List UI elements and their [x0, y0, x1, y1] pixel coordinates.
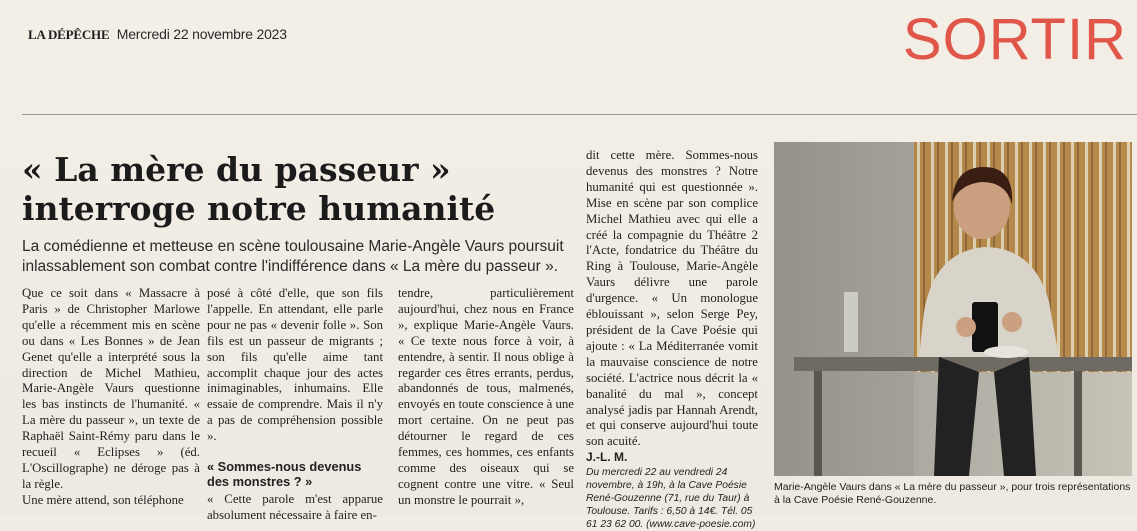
- column-2-text: posé à côté d'elle, que son fils l'appelle. En attendant, elle parle pour ne pas « devenir folle ». Son fils est un passeur de migrants ; son fils qu'elle aime tant accomplit chaque jour des actes inimaginables, inhumains. Elle essaie de comprendre. Mais il n'y a pas de compréhension possible ».: [207, 286, 383, 444]
- column-1-end: Une mère attend, son téléphone: [22, 492, 184, 507]
- article-column-4: [586, 148, 758, 531]
- section-title: SORTIR: [902, 7, 1127, 72]
- column-2-end: « Cette parole m'est apparue absolument nécessaire à faire en-: [207, 492, 383, 522]
- newspaper-brand: LA DÉPÊCHE: [28, 27, 110, 42]
- stage-photo-illustration: [774, 142, 1132, 476]
- column-1-text: Que ce soit dans « Massacre à Paris » de Christopher Marlowe qu'elle a récemment mis en scène ou dans « Les Bonnes » de Jean Genet qu'elle a interprété sous la direction de Michel Mathieu, Marie-Angèle Vaurs questionne les bas instincts de l'humanité. « La mère du passeur », un texte de Raphaël Saint-Rémy paru dans le recueil « Eclipses » (éd. L'Oscillographe) ne déroge pas à la règle.: [22, 286, 200, 491]
- masthead: [28, 26, 287, 44]
- event-info: Du mercredi 22 au vendredi 24 novembre, à 19h, à la Cave Poésie René-Gouzenne (71, rue du Taur) à Toulouse. Tarifs : 6,50 à 14€. Tél. 05 61 23 62 00. (www.cave-poesie.com): [586, 467, 756, 531]
- photo-caption: Marie-Angèle Vaurs dans « La mère du passeur », pour trois représentations à la Cave Poésie René-Gouzenne.: [774, 481, 1131, 506]
- headline-line-2: interroge notre humanité: [22, 189, 496, 228]
- publication-date: Mercredi 22 novembre 2023: [116, 26, 287, 42]
- header-divider: [22, 114, 1137, 115]
- column-3-text: tendre, particulièrement aujourd'hui, chez nous en France », explique Marie-Angèle Vaurs. « Ce texte nous force à voir, à entendre, à sentir. Il nous oblige à regarder ces êtres errants, perdus, abandonnés de tous, malmenés, envoyés en toute conscience à une mort certaine. On ne peut pas détourner le regard de ces femmes, ces hommes, ces enfants comme des oiseaux qui se cognent contre une vitre. « Seul un monstre le pourrait »,: [398, 286, 574, 507]
- article-column-1: [22, 286, 200, 509]
- author-signature: J.-L. M.: [586, 450, 628, 465]
- article-column-2: [207, 286, 383, 524]
- headline-line-1: « La mère du passeur »: [22, 150, 451, 189]
- article-subhead: « Sommes-nous devenus des monstres ? »: [207, 459, 362, 490]
- article-headline: [22, 150, 582, 228]
- column-4-text: dit cette mère. Sommes-nous devenus des monstres ? Notre humanité qui est questionnée ». Mise en scène par son complice Michel Mathieu avec qui elle a créé la compagnie du Théâtre 2 l'Acte, fondatrice du Théâtre du Ring à Toulouse, Marie-Angèle Vaurs délivre une parole d'urgence. « Un monologue éblouissant », selon Serge Pey, président de la Cave Poésie qui ajoute : « La Méditerranée vomit la mauvaise conscience de notre société. L'actrice nous décrit la « banalité du mal », concept analysé jadis par Hannah Arendt, et qui conserve aujourd'hui toute son acuité.: [586, 148, 758, 449]
- article-column-3: [398, 286, 574, 509]
- article-photo: [774, 142, 1132, 476]
- article-standfirst: La comédienne et metteuse en scène toulousaine Marie-Angèle Vaurs poursuit inlassablement son combat contre l'indifférence dans « La mère du passeur ».: [22, 238, 564, 275]
